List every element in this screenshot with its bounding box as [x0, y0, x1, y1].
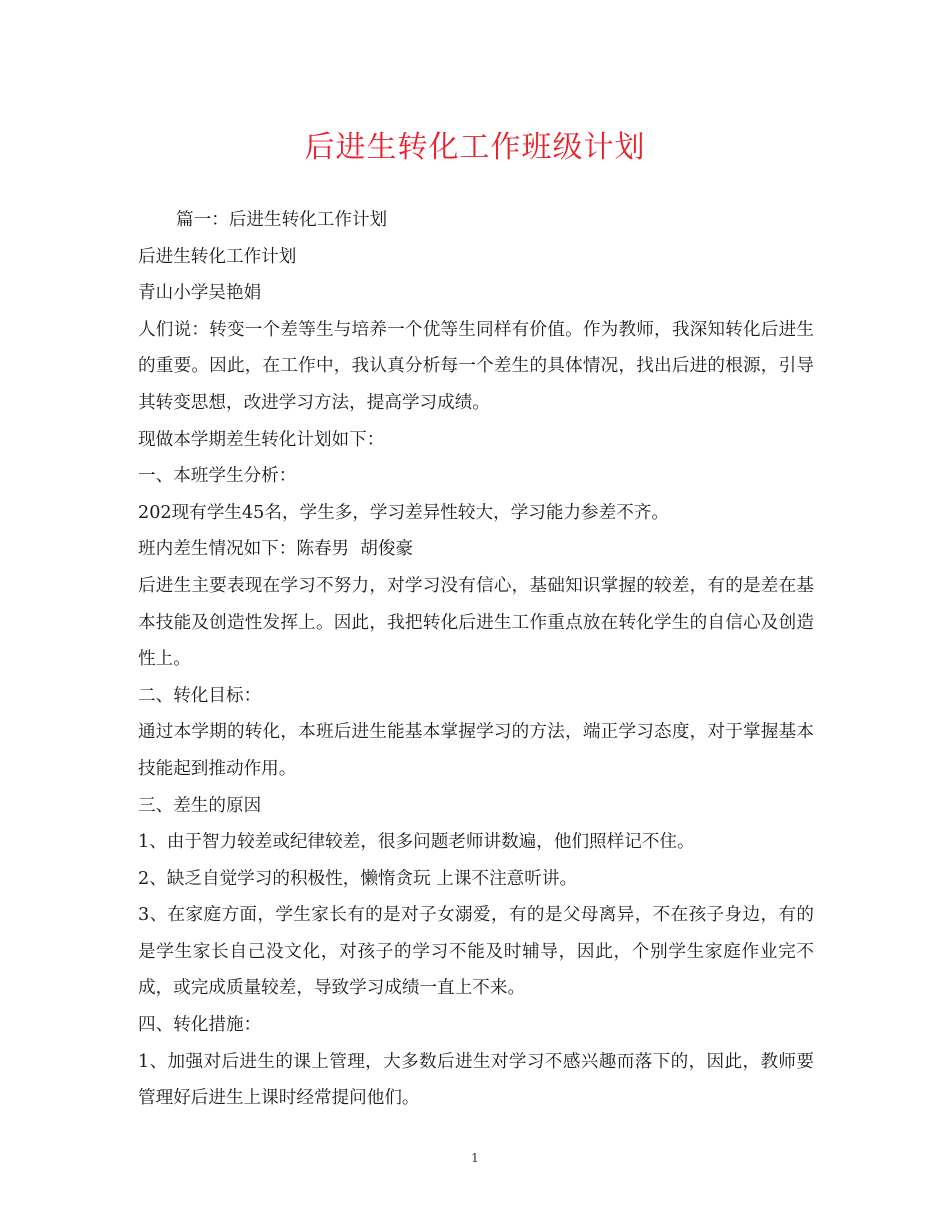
intro-paragraph: 人们说：转变一个差等生与培养一个优等生同样有价值。作为教师，我深知转化后进生的重要。因此，在工作中，我认真分析每一个差生的具体情况，找出后进的根源，引导其转变思想，改进学习方法，提高学习成绩。 [138, 319, 814, 413]
performance-paragraph: 后进生主要表现在学习不努力，对学习没有信心，基础知识掌握的较差，有的是差在基本技能及创造性发挥上。因此，我把转化后进生工作重点放在转化学生的自信心及创造性上。 [138, 575, 814, 670]
section-heading-goals: 二、转化目标： [138, 685, 262, 706]
plan-intro: 现做本学期差生转化计划如下： [138, 429, 385, 450]
cause-item-2: 2、缺乏自觉学习的积极性，懒惰贪玩 上课不注意听讲。 [138, 868, 578, 889]
goals-paragraph: 通过本学期的转化，本班后进生能基本掌握学习的方法，端正学习态度，对于掌握基本技能起到推动作用。 [138, 722, 814, 779]
author-line: 青山小学吴艳娟 [138, 283, 262, 304]
section-heading-measures: 四、转化措施： [138, 1015, 262, 1036]
section-heading-analysis: 一、本班学生分析： [138, 466, 297, 487]
subtitle: 后进生转化工作计划 [138, 246, 297, 267]
students-list-paragraph: 班内差生情况如下：陈春男 胡俊豪 [138, 539, 414, 560]
class-size-paragraph: 202现有学生45名，学生多，学习差异性较大，学习能力参差不齐。 [138, 502, 670, 523]
measure-item-1: 1、加强对后进生的课上管理，大多数后进生对学习不感兴趣而落下的，因此，教师要管理好后进生上课时经常提问他们。 [138, 1051, 814, 1109]
cause-item-1: 1、由于智力较差或纪律较差，很多问题老师讲数遍，他们照样记不住。 [138, 832, 695, 853]
page-number: 1 [471, 1151, 479, 1165]
document-title: 后进生转化工作班级计划 [304, 130, 646, 165]
cause-item-3: 3、在家庭方面，学生家长有的是对子女溺爱，有的是父母离异，不在孩子身边，有的是学生家长自己没文化，对孩子的学习不能及时辅导，因此，个别学生家庭作业完不成，或完成质量较差，导致学习成绩一直上不来。 [138, 905, 814, 999]
document-body [138, 202, 814, 1117]
section-heading-part-one: 篇一：后进生转化工作计划 [176, 210, 388, 230]
section-heading-causes: 三、差生的原因 [138, 795, 262, 816]
